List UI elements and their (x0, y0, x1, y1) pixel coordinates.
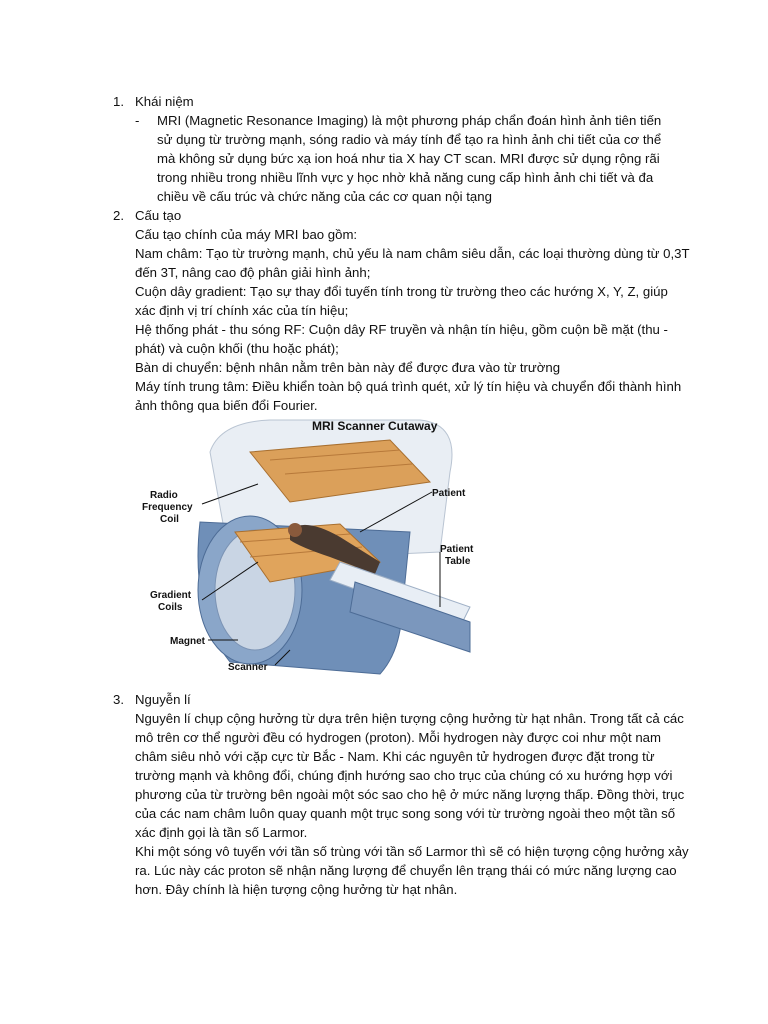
paragraph: Cuộn dây gradient: Tạo sự thay đổi tuyến tính trong từ trường theo các hướng X, Y, Z, giúp xác định vị trí chính xác của tín hiệu; (135, 284, 668, 318)
label-rf-coil: Coil (160, 514, 179, 525)
paragraph: Hệ thống phát - thu sóng RF: Cuộn dây RF truyền và nhận tín hiệu, gồm cuộn bề mặt (thu - phát) và cuộn khối (thu hoặc phát); (135, 322, 668, 356)
section-number: 3. (113, 692, 124, 707)
section-number: 1. (113, 94, 124, 109)
label-gradient-coils: Gradient (150, 590, 192, 601)
bullet-marker: - (135, 113, 140, 128)
paragraph: Nam châm: Tạo từ trường mạnh, chủ yếu là nam châm siêu dẫn, các loại thường dùng từ 0,3T đến 3T, nâng cao độ phân giải hình ảnh; (135, 246, 690, 280)
mri-illustration (140, 412, 500, 692)
patient-head (288, 523, 302, 537)
section-body (135, 225, 690, 415)
label-rf-coil: Radio (150, 490, 178, 501)
paragraph: Khi một sóng vô tuyến với tần số trùng với tần số Larmor thì sẽ có hiện tượng cộng hưởng xảy ra. Lúc này các proton sẽ nhận năng lượng để chuyển lên trạng thái có mức năng lượng cao hơn. Đây chính là hiện tượng cộng hưởng từ hạt nhân. (135, 844, 689, 897)
section-body (135, 709, 690, 899)
figure-title: MRI Scanner Cutaway (312, 419, 438, 433)
label-scanner: Scanner (228, 662, 268, 673)
label-gradient-coils: Coils (158, 602, 183, 613)
bullet-text: MRI (Magnetic Resonance Imaging) là một phương pháp chẩn đoán hình ảnh tiên tiến sử dụng từ trường mạnh, sóng radio và máy tính để tạo ra hình ảnh chi tiết của cơ thể mà không sử dụng bức xạ ion hoá như tia X hay CT scan. MRI được sử dụng rộng rãi trong nhiều trong nhiều lĩnh vực y học nhờ khả năng cung cấp hình ảnh chi tiết và đa chiều về cấu trúc và chức năng của các cơ quan nội tạng (157, 113, 662, 204)
section-heading: Nguyễn lí (135, 692, 191, 707)
paragraph: Máy tính trung tâm: Điều khiển toàn bộ quá trình quét, xử lý tín hiệu và chuyển đổi thành hình ảnh thông qua biến đổi Fourier. (135, 379, 682, 413)
paragraph: Cấu tạo chính của máy MRI bao gồm: (135, 227, 358, 242)
label-patient-table: Patient (440, 544, 474, 555)
paragraph: Bàn di chuyển: bệnh nhân nằm trên bàn này để được đưa vào từ trường (135, 360, 561, 375)
label-patient: Patient (432, 488, 466, 499)
label-magnet: Magnet (170, 636, 205, 647)
label-patient-table: Table (445, 556, 471, 567)
label-rf-coil: Frequency (142, 502, 193, 513)
section-number: 2. (113, 208, 124, 223)
mri-cutaway-figure (140, 412, 500, 692)
section-heading: Khái niệm (135, 94, 194, 109)
paragraph: Nguyên lí chụp cộng hưởng từ dựa trên hiện tượng cộng hưởng từ hạt nhân. Trong tất cả các mô trên cơ thể người đều có hydrogen (proton). Mỗi hydrogen này được coi như một nam châm siêu nhỏ với cặp cực từ Bắc - Nam. Khi các nguyên tử hydrogen được đặt trong từ trường mạnh và không đổi, chúng định hướng sao cho trục của chúng có xu hướng hợp với phương của từ trường bên ngoài một sóc sao cho hệ ở mức năng lượng thấp. Đồng thời, trục của các nam châm luôn quay quanh một trục song song với từ trường ngoài theo một tần số xác định gọi là tần số Larmor. (135, 711, 685, 840)
section-heading: Cấu tạo (135, 208, 182, 223)
